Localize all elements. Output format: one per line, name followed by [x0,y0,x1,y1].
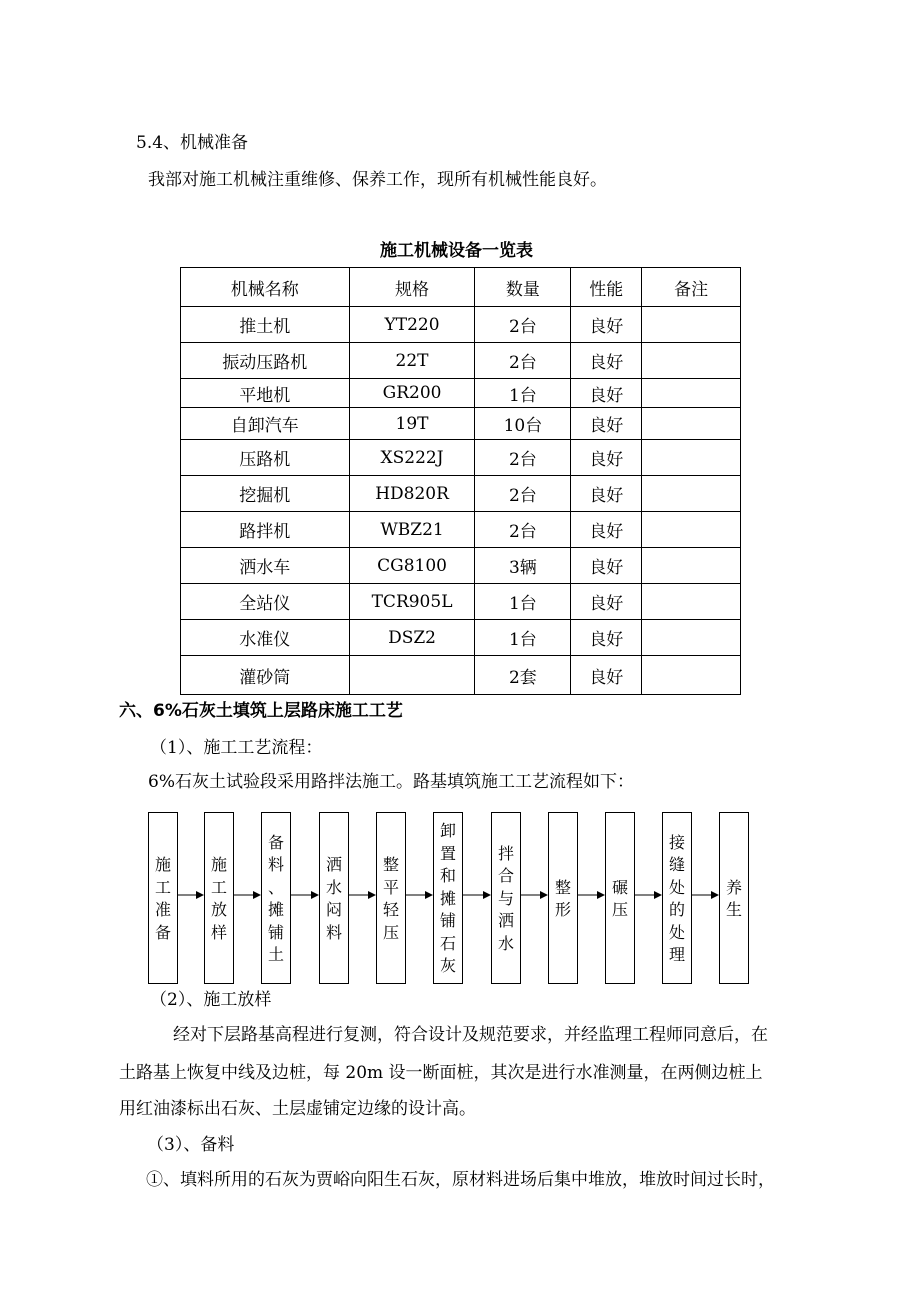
cell-name: 自卸汽车 [181,408,350,440]
section-6-heading: 六、6%石灰土填筑上层路床施工工艺 [119,701,403,721]
cell-qty: 2台 [475,343,571,379]
flow-step-label: 整 形 [554,877,571,919]
cell-spec: TCR905L [349,584,475,620]
cell-performance: 良好 [571,307,642,343]
section-6-sub1-text: 6%石灰土试验段采用路拌法施工。路基填筑施工工艺流程如下： [148,772,634,792]
sub3-line-1: ①、填料所用的石灰为贾峪向阳生石灰，原材料进场后集中堆放，堆放时间过长时， [146,1170,775,1190]
cell-name: 路拌机 [181,512,350,548]
cell-performance: 良好 [571,343,642,379]
header-name: 机械名称 [181,268,350,307]
cell-spec: CG8100 [349,548,475,584]
cell-qty: 2套 [475,656,571,695]
cell-performance: 良好 [571,584,642,620]
flow-step-box [605,812,635,984]
cell-spec: 19T [349,408,475,440]
equipment-table-title: 施工机械设备一览表 [380,241,533,261]
flow-step-box [548,812,578,984]
cell-name: 推土机 [181,307,350,343]
cell-spec: HD820R [349,476,475,512]
section-6-sub1: （1）、施工工艺流程： [150,738,323,758]
cell-spec: XS222J [349,440,475,476]
cell-qty: 1台 [475,620,571,656]
cell-name: 洒水车 [181,548,350,584]
cell-qty: 2台 [475,307,571,343]
cell-qty: 2台 [475,476,571,512]
sub2-line-2: 土路基上恢复中线及边桩，每 20m 设一断面桩，其次是进行水准测量，在两侧边桩上 [119,1063,763,1083]
flow-step-box [433,812,463,984]
cell-name: 压路机 [181,440,350,476]
cell-name: 平地机 [181,379,350,408]
flow-step-label: 备 料 、 摊 铺 土 [267,832,284,964]
cell-spec: DSZ2 [349,620,475,656]
cell-qty: 1台 [475,379,571,408]
cell-performance: 良好 [571,620,642,656]
flow-step-label: 施 工 放 样 [210,855,227,942]
flow-step-label: 碾 压 [611,877,628,919]
header-remark: 备注 [642,268,741,307]
cell-qty: 10台 [475,408,571,440]
flow-step-box [148,812,178,984]
flow-step-label: 洒 水 闷 料 [325,855,342,942]
cell-name: 灌砂筒 [181,656,350,695]
cell-performance: 良好 [571,379,642,408]
flow-step-label: 整 平 轻 压 [382,855,399,942]
flow-step-box [662,812,692,984]
flow-step-box [376,812,406,984]
cell-performance: 良好 [571,548,642,584]
cell-performance: 良好 [571,440,642,476]
cell-name: 全站仪 [181,584,350,620]
header-spec: 规格 [349,268,475,307]
cell-performance: 良好 [571,512,642,548]
flow-step-box [491,812,521,984]
cell-spec: GR200 [349,379,475,408]
sub2-line-3: 用红油漆标出石灰、土层虚铺定边缘的设计高。 [119,1099,476,1119]
cell-qty: 3辆 [475,548,571,584]
section-6-sub3: （3）、备料 [147,1135,235,1155]
section-54-heading: 5.4、机械准备 [136,133,249,153]
cell-name: 振动压路机 [181,343,350,379]
cell-performance: 良好 [571,656,642,695]
cell-performance: 良好 [571,408,642,440]
flow-step-box [204,812,234,984]
flow-step-label: 接 缝 处 的 处 理 [668,832,685,964]
section-6-sub2: （2）、施工放样 [150,990,272,1010]
sub2-line-1: 经对下层路基高程进行复测，符合设计及规范要求，并经监理工程师同意后，在 [173,1025,768,1045]
flow-step-box [719,812,749,984]
cell-performance: 良好 [571,476,642,512]
cell-spec: 22T [349,343,475,379]
header-qty: 数量 [475,268,571,307]
cell-name: 挖掘机 [181,476,350,512]
cell-qty: 1台 [475,584,571,620]
cell-spec: YT220 [349,307,475,343]
flow-step-label: 养 生 [725,877,742,919]
cell-name: 水准仪 [181,620,350,656]
flow-step-label: 卸 置 和 摊 铺 石 灰 [439,821,456,976]
header-performance: 性能 [571,268,642,307]
cell-qty: 2台 [475,512,571,548]
flow-step-label: 施 工 准 备 [154,855,171,942]
flow-step-label: 拌 合 与 洒 水 [497,843,514,953]
flow-step-box [261,812,291,984]
flow-step-box [319,812,349,984]
section-54-paragraph: 我部对施工机械注重维修、保养工作，现所有机械性能良好。 [148,170,607,190]
cell-qty: 2台 [475,440,571,476]
cell-spec: WBZ21 [349,512,475,548]
